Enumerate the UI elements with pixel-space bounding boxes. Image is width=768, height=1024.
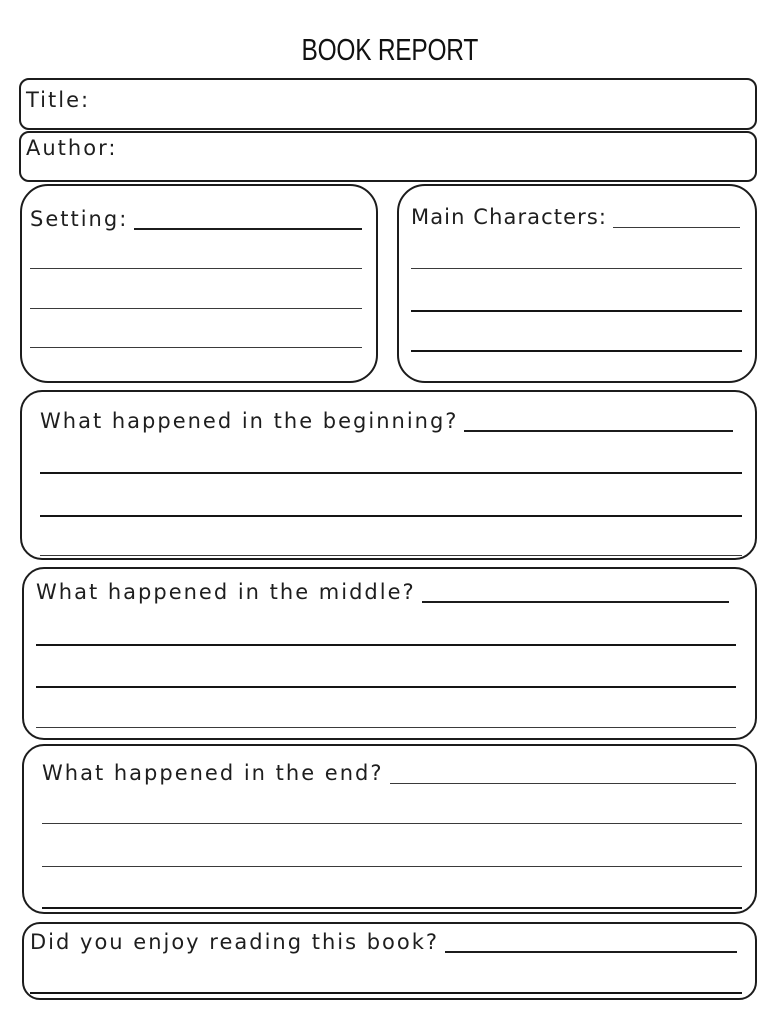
middle-answer-line[interactable] — [36, 727, 736, 728]
end-answer-line[interactable] — [42, 907, 742, 909]
middle-answer-line[interactable] — [36, 644, 736, 646]
middle-answer-blank[interactable] — [422, 580, 729, 603]
setting-answer-line[interactable] — [30, 308, 362, 309]
end-row — [42, 761, 736, 785]
end-box — [22, 744, 757, 914]
end-answer-line[interactable] — [42, 866, 742, 867]
end-answer-line[interactable] — [42, 823, 742, 824]
main-characters-answer-line[interactable] — [411, 268, 742, 269]
beginning-answer-line[interactable] — [40, 555, 742, 556]
author-label: Author: — [26, 136, 118, 160]
beginning-answer-line[interactable] — [40, 472, 742, 474]
beginning-answer-line[interactable] — [40, 515, 742, 517]
beginning-answer-blank[interactable] — [464, 409, 733, 432]
main-characters-answer-line[interactable] — [411, 350, 742, 352]
middle-answer-line[interactable] — [36, 686, 736, 688]
beginning-row — [40, 409, 733, 433]
enjoy-answer-line[interactable] — [30, 992, 742, 994]
page-title: BOOK REPORT — [301, 32, 479, 67]
setting-row — [30, 207, 362, 231]
title-field[interactable] — [19, 78, 757, 130]
page-title-container — [12, 34, 768, 65]
beginning-label: What happened in the beginning? — [40, 409, 459, 433]
middle-row — [36, 580, 729, 604]
setting-label: Setting: — [30, 207, 129, 231]
enjoy-answer-blank[interactable] — [445, 930, 737, 953]
title-label: Title: — [26, 88, 91, 112]
setting-answer-blank[interactable] — [134, 207, 362, 230]
end-label: What happened in the end? — [42, 761, 384, 785]
end-answer-blank[interactable] — [390, 761, 736, 784]
setting-box — [20, 184, 378, 383]
main-characters-answer-blank[interactable] — [613, 205, 740, 228]
author-field[interactable] — [19, 131, 757, 182]
main-characters-label: Main Characters: — [411, 205, 608, 229]
setting-answer-line[interactable] — [30, 268, 362, 269]
enjoy-label: Did you enjoy reading this book? — [30, 930, 440, 954]
main-characters-row — [411, 205, 740, 229]
middle-label: What happened in the middle? — [36, 580, 416, 604]
middle-box — [22, 567, 757, 740]
setting-answer-line[interactable] — [30, 347, 362, 348]
beginning-box — [20, 390, 757, 560]
enjoy-row — [30, 930, 737, 954]
main-characters-answer-line[interactable] — [411, 310, 742, 312]
enjoy-box — [22, 922, 757, 1000]
main-characters-box — [397, 184, 757, 383]
